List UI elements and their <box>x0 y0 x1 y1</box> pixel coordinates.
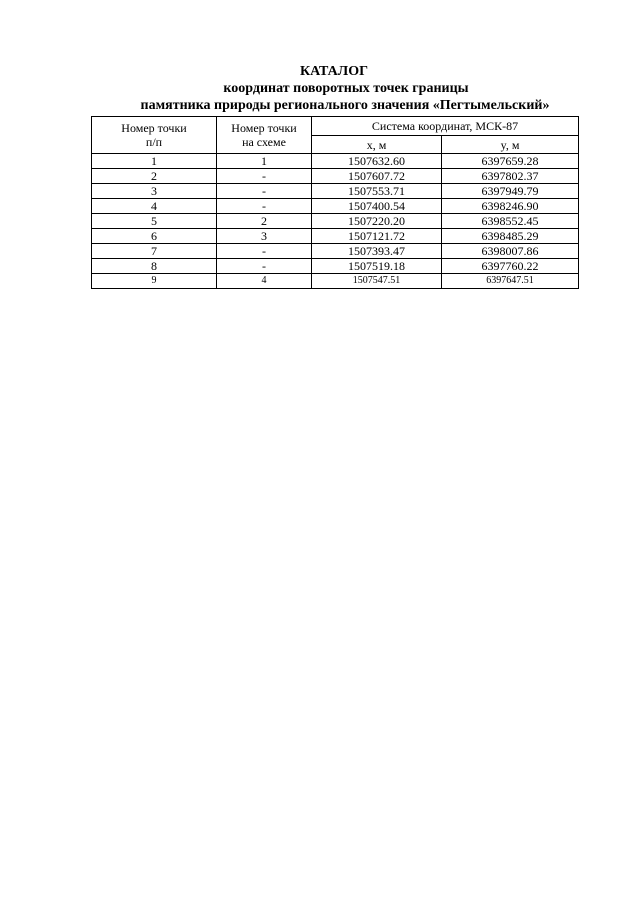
cell-y: 6398007.86 <box>442 244 579 259</box>
cell-scheme: 1 <box>217 154 312 169</box>
cell-x: 1507220.20 <box>312 214 442 229</box>
cell-scheme: 2 <box>217 214 312 229</box>
cell-n: 9 <box>92 274 217 289</box>
cell-n: 6 <box>92 229 217 244</box>
cell-y: 6397802.37 <box>442 169 579 184</box>
cell-n: 7 <box>92 244 217 259</box>
header-scheme-number-line2: на схеме <box>242 135 286 149</box>
table-row <box>92 169 579 184</box>
cell-y: 6398552.45 <box>442 214 579 229</box>
header-scheme-number-line1: Номер точки <box>231 121 297 135</box>
table-row <box>92 244 579 259</box>
cell-x: 1507607.72 <box>312 169 442 184</box>
cell-n: 4 <box>92 199 217 214</box>
cell-scheme: - <box>217 184 312 199</box>
cell-x: 1507519.18 <box>312 259 442 274</box>
cell-n: 8 <box>92 259 217 274</box>
cell-scheme: 4 <box>217 274 312 289</box>
cell-x: 1507393.47 <box>312 244 442 259</box>
cell-scheme: 3 <box>217 229 312 244</box>
cell-x: 1507400.54 <box>312 199 442 214</box>
cell-y: 6398485.29 <box>442 229 579 244</box>
table-row <box>92 259 579 274</box>
title-line-3: памятника природы регионального значения «Пегтымельский» <box>140 98 550 113</box>
coordinates-table <box>91 116 579 289</box>
cell-scheme: - <box>217 169 312 184</box>
cell-n: 1 <box>92 154 217 169</box>
cell-scheme: - <box>217 244 312 259</box>
table-row <box>92 214 579 229</box>
cell-y: 6397647.51 <box>442 274 579 289</box>
cell-x: 1507121.72 <box>312 229 442 244</box>
cell-y: 6398246.90 <box>442 199 579 214</box>
cell-n: 3 <box>92 184 217 199</box>
cell-n: 2 <box>92 169 217 184</box>
cell-scheme: - <box>217 199 312 214</box>
header-coordinate-system: Система координат, МСК-87 <box>312 117 579 136</box>
cell-y: 6397659.28 <box>442 154 579 169</box>
header-point-number <box>92 117 217 154</box>
cell-scheme: - <box>217 259 312 274</box>
header-point-number-line1: Номер точки <box>121 121 187 135</box>
cell-x: 1507632.60 <box>312 154 442 169</box>
cell-x: 1507547.51 <box>312 274 442 289</box>
title-line-2: координат поворотных точек границы <box>223 81 469 96</box>
table-row <box>92 229 579 244</box>
table-row <box>92 199 579 214</box>
header-x: x, м <box>312 136 442 154</box>
table-row <box>92 154 579 169</box>
cell-y: 6397760.22 <box>442 259 579 274</box>
cell-y: 6397949.79 <box>442 184 579 199</box>
header-y: y, м <box>442 136 579 154</box>
cell-x: 1507553.71 <box>312 184 442 199</box>
header-scheme-number <box>217 117 312 154</box>
title-line-1: КАТАЛОГ <box>299 64 368 79</box>
table-row <box>92 184 579 199</box>
header-point-number-line2: п/п <box>145 135 163 149</box>
document-title <box>0 63 640 114</box>
cell-n: 5 <box>92 214 217 229</box>
table-row <box>92 274 579 289</box>
